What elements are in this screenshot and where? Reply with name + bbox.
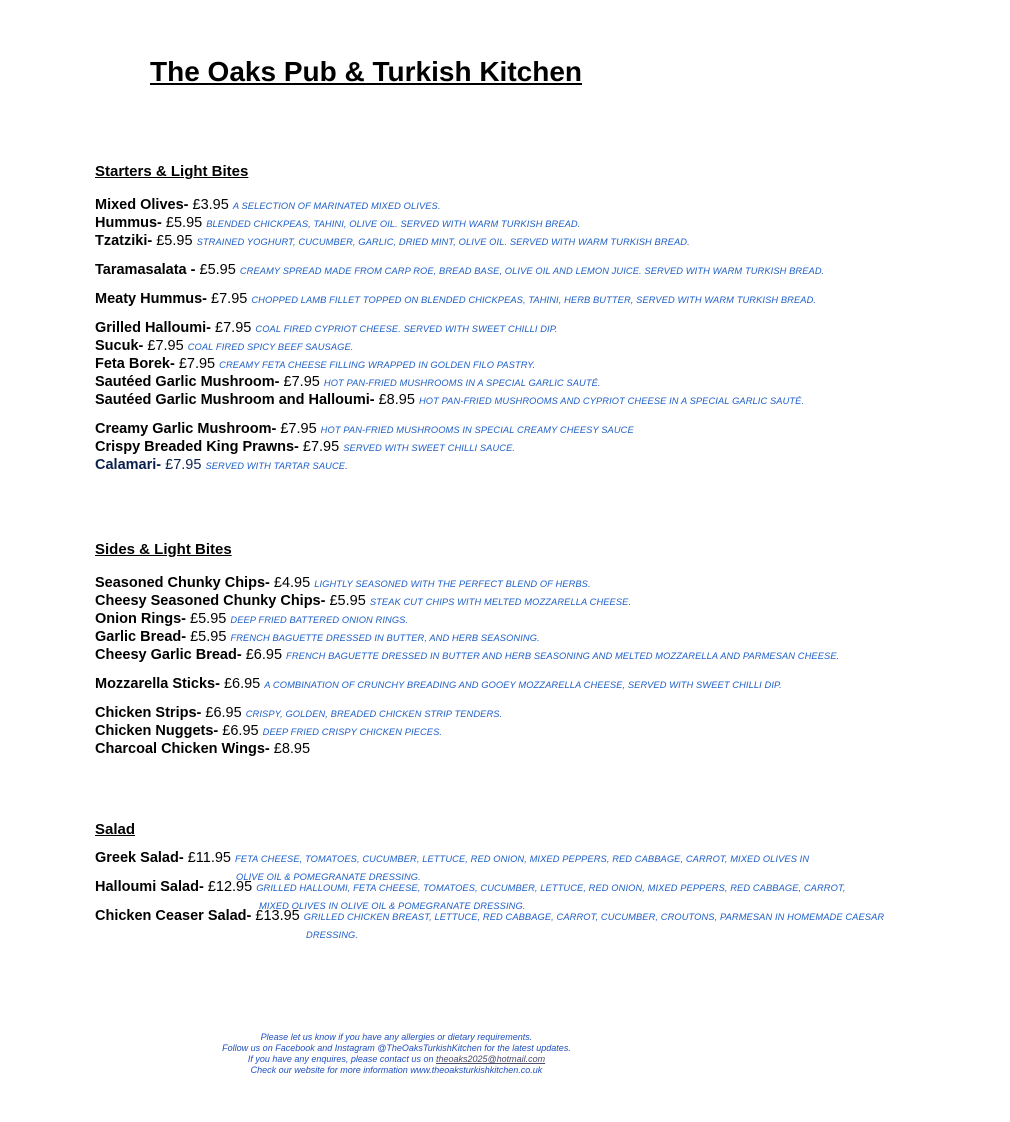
item-description: CREAMY SPREAD MADE FROM CARP ROE, BREAD BASE, OLIVE OIL AND LEMON JUICE. SERVED WITH WARM TURKISH BREAD. bbox=[239, 266, 825, 276]
item-name: Calamari- bbox=[95, 457, 162, 473]
item-price: £13.95 bbox=[255, 908, 300, 924]
item-description: DEEP FRIED CRISPY CHICKEN PIECES. bbox=[262, 727, 443, 737]
item-price: £7.95 bbox=[280, 421, 317, 437]
item-price: £6.95 bbox=[245, 647, 283, 663]
item-name: Crispy Breaded King Prawns- bbox=[95, 439, 299, 455]
item-description: CHOPPED LAMB FILLET TOPPED ON BLENDED CHICKPEAS, TAHINI, HERB BUTTER, SERVED WITH WARM TURKISH BREAD. bbox=[251, 295, 817, 305]
menu-item bbox=[95, 196, 685, 214]
menu-item bbox=[95, 628, 685, 646]
item-price: £6.95 bbox=[222, 723, 259, 739]
menu-item bbox=[95, 420, 685, 438]
item-price: £7.95 bbox=[147, 338, 184, 354]
item-name: Creamy Garlic Mushroom- bbox=[95, 421, 277, 437]
item-price: £7.95 bbox=[302, 439, 340, 455]
item-description: GRILLED CHICKEN BREAST, LETTUCE, RED CABBAGE, CARROT, CUCUMBER, CROUTONS, PARMESAN IN HOMEMADE CAESAR DRESSING. bbox=[303, 912, 885, 940]
item-price: £7.95 bbox=[165, 457, 202, 473]
item-name: Chicken Strips- bbox=[95, 705, 202, 721]
item-name: Hummus- bbox=[95, 215, 162, 231]
item-name: Chicken Nuggets- bbox=[95, 723, 219, 739]
item-description: HOT PAN-FRIED MUSHROOMS AND CYPRIOT CHEESE IN A SPECIAL GARLIC SAUTÉ. bbox=[418, 396, 805, 406]
item-name: Charcoal Chicken Wings- bbox=[95, 741, 270, 757]
menu-item bbox=[95, 907, 906, 943]
item-name: Cheesy Seasoned Chunky Chips- bbox=[95, 593, 326, 609]
item-price: £7.95 bbox=[215, 320, 252, 336]
menu-item bbox=[95, 290, 841, 308]
item-description: SERVED WITH TARTAR SAUCE. bbox=[205, 461, 348, 471]
item-price: £8.95 bbox=[273, 741, 311, 757]
item-name: Seasoned Chunky Chips- bbox=[95, 575, 270, 591]
menu-item bbox=[95, 232, 787, 250]
menu-item bbox=[95, 592, 685, 610]
footer-allergy-note: Please let us know if you have any allergies or dietary requirements. bbox=[260, 1032, 533, 1042]
menu-item bbox=[95, 722, 685, 740]
menu-item bbox=[95, 319, 685, 337]
item-price: £5.95 bbox=[156, 233, 193, 249]
item-price: £12.95 bbox=[207, 879, 253, 895]
item-name: Sautéed Garlic Mushroom- bbox=[95, 374, 280, 390]
menu-item bbox=[95, 646, 877, 664]
item-price: £6.95 bbox=[223, 676, 261, 692]
menu-item bbox=[95, 438, 685, 456]
item-name: Feta Borek- bbox=[95, 356, 175, 372]
menu-item bbox=[95, 261, 831, 279]
item-price: £4.95 bbox=[273, 575, 311, 591]
item-name: Sucuk- bbox=[95, 338, 144, 354]
item-name: Tzatziki- bbox=[95, 233, 153, 249]
item-price: £7.95 bbox=[211, 291, 248, 307]
item-description: GRILLED HALLOUMI, FETA CHEESE, TOMATOES, CUCUMBER, LETTUCE, RED ONION, MIXED PEPPERS, RED CABBAGE, CARROT, MIXED OLIVES IN OLIVE OIL & POMEGRANATE DRESSING. bbox=[256, 883, 846, 911]
item-price: £5.95 bbox=[165, 215, 203, 231]
footer-contact-note bbox=[0, 1054, 793, 1065]
footer-website-note: Check our website for more information www.theoaksturkishkitchen.co.uk bbox=[250, 1065, 543, 1075]
item-price: £5.95 bbox=[199, 262, 236, 278]
item-description: CRISPY, GOLDEN, BREADED CHICKEN STRIP TENDERS. bbox=[245, 709, 503, 719]
item-description: HOT PAN-FRIED MUSHROOMS IN A SPECIAL GARLIC SAUTÉ. bbox=[323, 378, 601, 388]
menu-item bbox=[95, 456, 685, 474]
item-price: £7.95 bbox=[178, 356, 216, 372]
email-link[interactable]: theoaks2025@hotmail.com bbox=[435, 1054, 546, 1064]
menu-item bbox=[95, 373, 685, 391]
menu-item bbox=[95, 337, 685, 355]
footer bbox=[0, 1032, 793, 1076]
item-name: Halloumi Salad- bbox=[95, 879, 204, 895]
item-price: £3.95 bbox=[192, 197, 229, 213]
item-name: Garlic Bread- bbox=[95, 629, 187, 645]
menu-item bbox=[95, 391, 1010, 409]
item-description: FETA CHEESE, TOMATOES, CUCUMBER, LETTUCE, RED ONION, MIXED PEPPERS, RED CABBAGE, CARROT, MIXED OLIVES IN OLIVE OIL & POMEGRANATE DRESSING. bbox=[235, 854, 810, 882]
item-description: DEEP FRIED BATTERED ONION RINGS. bbox=[230, 615, 409, 625]
menu-item bbox=[95, 574, 685, 592]
item-price: £7.95 bbox=[283, 374, 320, 390]
item-description: FRENCH BAGUETTE DRESSED IN BUTTER AND HERB SEASONING AND MELTED MOZZARELLA AND PARMESAN CHEESE. bbox=[286, 651, 840, 661]
item-name: Mozzarella Sticks- bbox=[95, 676, 220, 692]
menu-item bbox=[95, 740, 685, 758]
item-description: LIGHTLY SEASONED WITH THE PERFECT BLEND OF HERBS. bbox=[314, 579, 591, 589]
item-name: Meaty Hummus- bbox=[95, 291, 207, 307]
item-description: A SELECTION OF MARINATED MIXED OLIVES. bbox=[232, 201, 441, 211]
section-heading-salad: Salad bbox=[95, 821, 136, 838]
item-name: Greek Salad- bbox=[95, 850, 184, 866]
section-heading-starters: Starters & Light Bites bbox=[95, 163, 249, 180]
item-price: £11.95 bbox=[187, 850, 231, 866]
footer-social-note: Follow us on Facebook and Instagram @TheOaksTurkishKitchen for the latest updates. bbox=[222, 1043, 571, 1053]
item-description: BLENDED CHICKPEAS, TAHINI, OLIVE OIL. SERVED WITH WARM TURKISH BREAD. bbox=[206, 219, 581, 229]
item-description: A COMBINATION OF CRUNCHY BREADING AND GOOEY MOZZARELLA CHEESE, SERVED WITH SWEET CHILLI DIP. bbox=[264, 680, 782, 690]
menu-item bbox=[95, 704, 685, 722]
item-description: COAL FIRED SPICY BEEF SAUSAGE. bbox=[187, 342, 354, 352]
item-price: £5.95 bbox=[329, 593, 366, 609]
item-name: Taramasalata - bbox=[95, 262, 196, 278]
item-description: SERVED WITH SWEET CHILLI SAUCE. bbox=[343, 443, 516, 453]
item-description: CREAMY FETA CHEESE FILLING WRAPPED IN GOLDEN FILO PASTRY. bbox=[219, 360, 536, 370]
menu-item bbox=[95, 610, 685, 628]
menu-item bbox=[95, 675, 866, 693]
item-name: Mixed Olives- bbox=[95, 197, 189, 213]
item-price: £8.95 bbox=[378, 392, 415, 408]
section-heading-sides: Sides & Light Bites bbox=[95, 541, 232, 558]
menu-item bbox=[95, 214, 685, 232]
item-description: COAL FIRED CYPRIOT CHEESE. SERVED WITH SWEET CHILLI DIP. bbox=[255, 324, 558, 334]
page-title: The Oaks Pub & Turkish Kitchen bbox=[150, 56, 583, 87]
item-description: FRENCH BAGUETTE DRESSED IN BUTTER, AND HERB SEASONING. bbox=[230, 633, 540, 643]
item-description: STEAK CUT CHIPS WITH MELTED MOZZARELLA CHEESE. bbox=[369, 597, 632, 607]
footer-contact-text: If you have any enquires, please contact us on bbox=[247, 1054, 436, 1064]
item-name: Grilled Halloumi- bbox=[95, 320, 212, 336]
item-name: Chicken Ceaser Salad- bbox=[95, 908, 252, 924]
item-price: £5.95 bbox=[190, 629, 227, 645]
item-price: £5.95 bbox=[190, 611, 227, 627]
item-name: Sautéed Garlic Mushroom and Halloumi- bbox=[95, 392, 375, 408]
item-description: HOT PAN-FRIED MUSHROOMS IN SPECIAL CREAMY CHEESY SAUCE bbox=[320, 425, 634, 435]
item-name: Onion Rings- bbox=[95, 611, 187, 627]
item-name: Cheesy Garlic Bread- bbox=[95, 647, 242, 663]
item-description: STRAINED YOGHURT, CUCUMBER, GARLIC, DRIED MINT, OLIVE OIL. SERVED WITH WARM TURKISH BREAD. bbox=[196, 237, 690, 247]
item-price: £6.95 bbox=[205, 705, 242, 721]
menu-item bbox=[95, 355, 685, 373]
